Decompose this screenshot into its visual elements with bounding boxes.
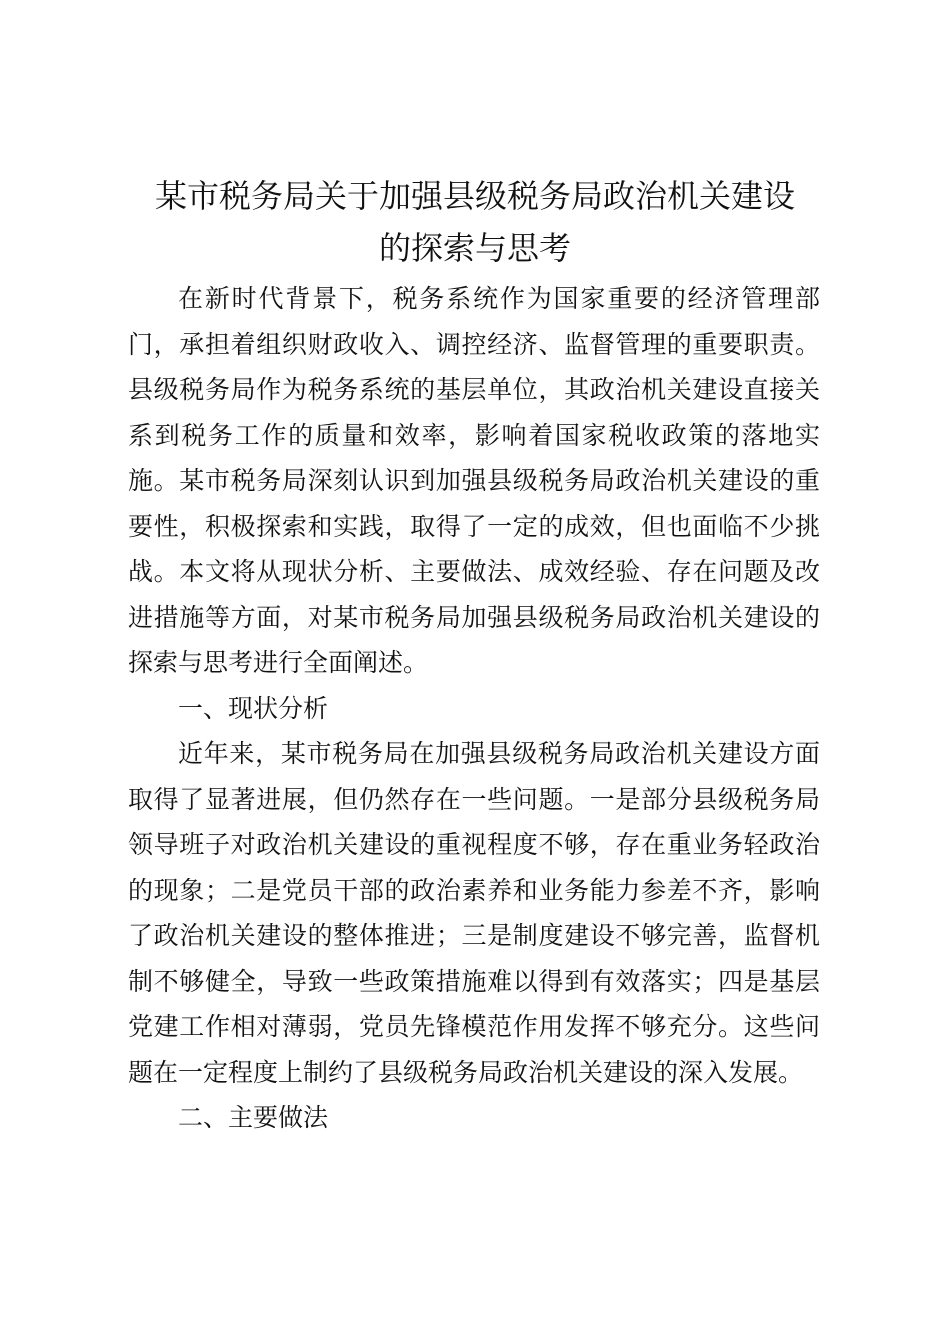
status-paragraph: 近年来，某市税务局在加强县级税务局政治机关建设方面取得了显著进展，但仍然存在一些问题。一是部分县级税务局领导班子对政治机关建设的重视程度不够，存在重业务轻政治的现象；二是党员干部的政治素养和业务能力参差不齐，影响了政治机关建设的整体推进；三是制度建设不够完善，监督机制不够健全，导致一些政策措施难以得到有效落实；四是基层党建工作相对薄弱，党员先锋模范作用发挥不够充分。这些问题在一定程度上制约了县级税务局政治机关建设的深入发展。: [128, 739, 820, 1087]
document-body: [128, 276, 820, 1141]
section-heading-status: 一、现状分析: [178, 693, 329, 723]
title-line-2: 的探索与思考: [378, 229, 571, 267]
intro-paragraph: 在新时代背景下，税务系统作为国家重要的经济管理部门，承担着组织财政收入、调控经济、监督管理的重要职责。县级税务局作为税务系统的基层单位，其政治机关建设直接关系到税务工作的质量和效率，影响着国家税收政策的落地实施。某市税务局深刻认识到加强县级税务局政治机关建设的重要性，积极探索和实践，取得了一定的成效，但也面临不少挑战。本文将从现状分析、主要做法、成效经验、存在问题及改进措施等方面，对某市税务局加强县级税务局政治机关建设的探索与思考进行全面阐述。: [128, 284, 820, 677]
section-heading-practices: 二、主要做法: [178, 1103, 329, 1132]
title-line-1: 某市税务局关于加强县级税务局政治机关建设: [154, 177, 795, 215]
document-title: [110, 170, 840, 274]
